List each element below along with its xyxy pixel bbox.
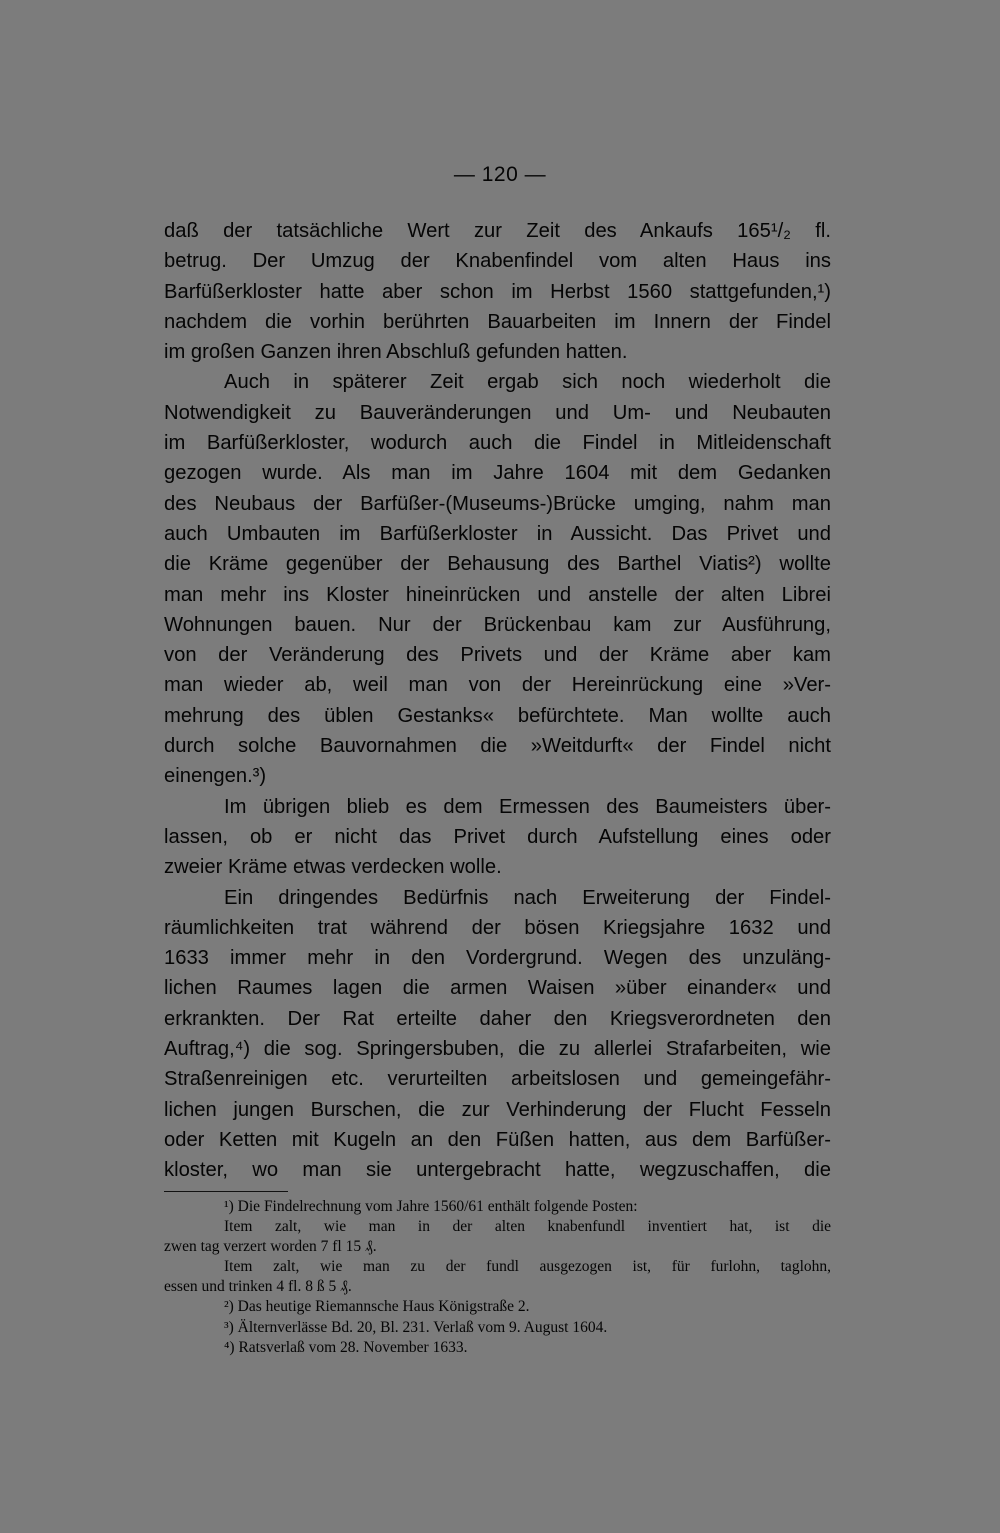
text-line: man wieder ab, weil man von der Hereinrückung eine »Ver- xyxy=(164,674,831,697)
text-line: erkrankten. Der Rat erteilte daher den Kriegsverordneten den xyxy=(164,1007,831,1030)
text-line: Ein dringendes Bedürfnis nach Erweiterung der Findel- xyxy=(224,886,831,909)
text-line: 1633 immer mehr in den Vordergrund. Wegen des unzuläng- xyxy=(164,947,831,970)
text-line: zweier Kräme etwas verdecken wolle. xyxy=(164,856,502,879)
text-line: Auftrag,⁴) die sog. Springersbuben, die zu allerlei Strafarbeiten, wie xyxy=(164,1038,831,1061)
text-line: einengen.³) xyxy=(164,765,267,788)
footnote-line: ⁴) Ratsverlaß vom 28. November 1633. xyxy=(224,1338,468,1356)
text-line: kloster, wo man sie untergebracht hatte, wegzuschaffen, die xyxy=(164,1159,831,1182)
footnotes xyxy=(164,1197,831,1358)
footnote-line: Item zalt, wie man zu der fundl ausgezogen ist, für furlohn, taglohn, xyxy=(224,1258,831,1276)
text-line: Auch in späterer Zeit ergab sich noch wiederholt die xyxy=(224,371,831,394)
text-line: des Neubaus der Barfüßer-(Museums-)Brücke umging, nahm man xyxy=(164,492,831,515)
text-line: lassen, ob er nicht das Privet durch Aufstellung eines oder xyxy=(164,825,831,848)
text-line: Straßenreinigen etc. verurteilten arbeitslosen und gemeingefähr- xyxy=(164,1068,831,1091)
text-line: Barfüßerkloster hatte aber schon im Herbst 1560 stattgefunden,¹) xyxy=(164,280,831,303)
text-line: lichen jungen Burschen, die zur Verhinderung der Flucht Fesseln xyxy=(164,1098,831,1121)
footnote-line: ¹) Die Findelrechnung vom Jahre 1560/61 enthält folgende Posten: xyxy=(224,1198,638,1215)
text-line: betrug. Der Umzug der Knabenfindel vom alten Haus ins xyxy=(164,250,831,273)
footnote-line: ³) Älternverlässe Bd. 20, Bl. 231. Verlaß vom 9. August 1604. xyxy=(224,1318,608,1336)
text-line: auch Umbauten im Barfüßerkloster in Aussicht. Das Privet und xyxy=(164,522,831,545)
text-line: daß der tatsächliche Wert zur Zeit des Ankaufs 165¹/₂ fl. xyxy=(164,220,831,242)
footnote-line: essen und trinken 4 fl. 8 ß 5 ₰. xyxy=(164,1278,352,1296)
footnote-line: Item zalt, wie man in der alten knabenfundl inventiert hat, ist die xyxy=(224,1218,831,1236)
footnote-line: ²) Das heutige Riemannsche Haus Königstraße 2. xyxy=(224,1298,530,1316)
text-line: im Barfüßerkloster, wodurch auch die Findel in Mitleidenschaft xyxy=(164,432,831,455)
text-line: die Kräme gegenüber der Behausung des Barthel Viatis²) wollte xyxy=(164,553,831,576)
footnote-line: zwen tag verzert worden 7 fl 15 ₰. xyxy=(164,1238,377,1256)
page-number: — 120 — xyxy=(453,163,547,186)
main-text xyxy=(164,216,831,1186)
text-line: im großen Ganzen ihren Abschluß gefunden hatten. xyxy=(164,341,628,364)
text-line: durch solche Bauvornahmen die »Weitdurft« der Findel nicht xyxy=(164,735,831,758)
text-line: Notwendigkeit zu Bauveränderungen und Um- und Neubauten xyxy=(164,401,831,424)
text-line: oder Ketten mit Kugeln an den Füßen hatten, aus dem Barfüßer- xyxy=(164,1128,831,1151)
footnote-divider xyxy=(164,1191,288,1192)
text-line: Im übrigen blieb es dem Ermessen des Baumeisters über- xyxy=(224,795,831,818)
text-line: gezogen wurde. Als man im Jahre 1604 mit dem Gedanken xyxy=(164,462,831,485)
text-line: lichen Raumes lagen die armen Waisen »über einander« und xyxy=(164,977,831,1000)
text-line: räumlichkeiten trat während der bösen Kriegsjahre 1632 und xyxy=(164,916,831,939)
text-line: man mehr ins Kloster hineinrücken und anstelle der alten Librei xyxy=(164,583,831,606)
text-line: mehrung des üblen Gestanks« befürchtete. Man wollte auch xyxy=(164,704,831,727)
text-line: nachdem die vorhin berührten Bauarbeiten im Innern der Findel xyxy=(164,310,831,333)
text-line: Wohnungen bauen. Nur der Brückenbau kam zur Ausführung, xyxy=(164,613,831,636)
text-line: von der Veränderung des Privets und der Kräme aber kam xyxy=(164,644,831,667)
